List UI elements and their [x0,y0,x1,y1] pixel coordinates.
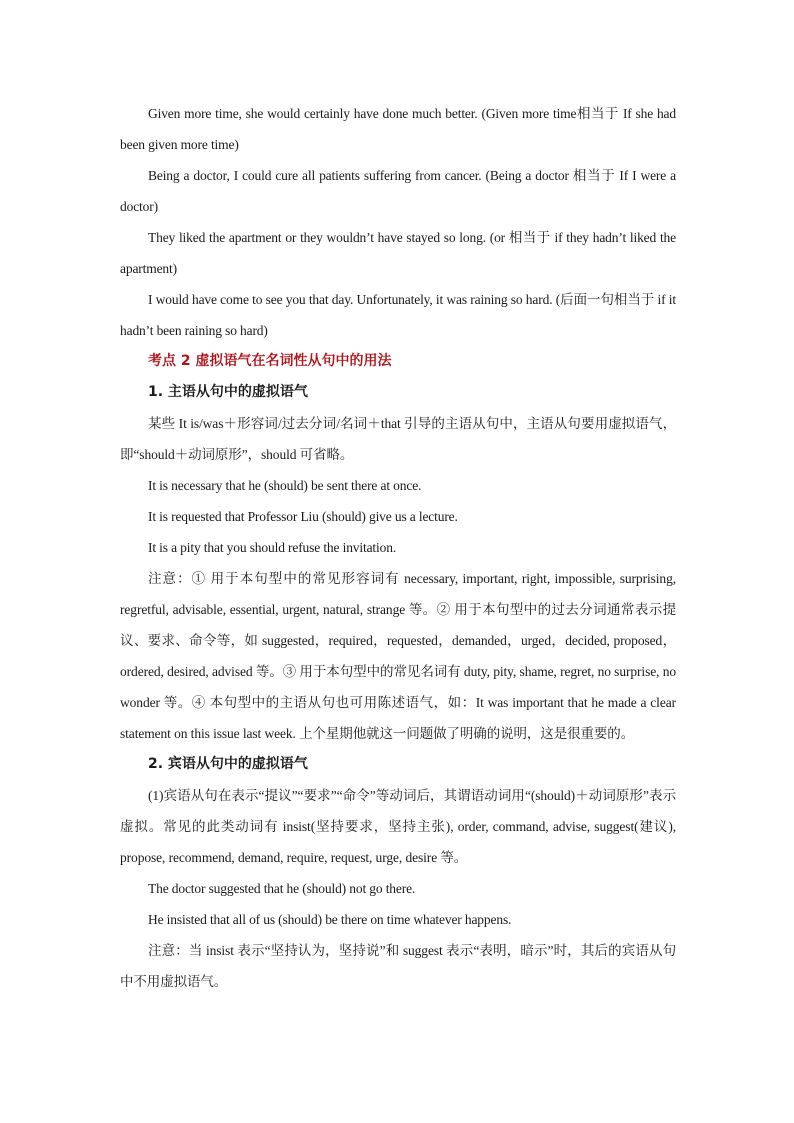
example-sentence: He insisted that all of us (should) be there on time whatever happens. [148,912,512,927]
example-sentence: It is requested that Professor Liu (should) give us a lecture. [148,509,458,524]
example-paragraph: They liked the apartment or they wouldn’t have stayed so long. (or 相当于 if they hadn’t liked the apartment) [120,230,676,276]
subsection-heading: 2. 宾语从句中的虚拟语气 [148,756,308,772]
document-page [120,98,676,997]
example-sentence: It is necessary that he (should) be sent there at once. [148,478,422,493]
explanation-paragraph: (1)宾语从句在表示“提议”“要求”“命令”等动词后，其谓语动词用“(should)＋动词原形”表示虚拟。常见的此类动词有 insist(坚持要求，坚持主张), order, command, advise, suggest(建议), propose, recommend, demand, require, request, urge, desire 等。 [120,788,676,865]
section-heading: 考点 2 虚拟语气在名词性从句中的用法 [148,353,392,369]
subsection-heading: 1. 主语从句中的虚拟语气 [148,384,308,400]
example-sentence: It is a pity that you should refuse the invitation. [148,540,397,555]
explanation-paragraph: 某些 It is/was＋形容词/过去分词/名词＋that 引导的主语从句中，主语从句要用虚拟语气，即“should＋动词原形”，should 可省略。 [120,416,676,462]
example-sentence: The doctor suggested that he (should) not go there. [148,881,416,896]
example-paragraph: Being a doctor, I could cure all patients suffering from cancer. (Being a doctor 相当于 If I were a doctor) [120,168,676,214]
example-paragraph: Given more time, she would certainly have done much better. (Given more time相当于 If she had been given more time) [120,106,676,152]
note-paragraph: 注意：① 用于本句型中的常见形容词有 necessary, important, right, impossible, surprising, regretful, advisable, essential, urgent, natural, strange 等。② 用于本句型中的过去分词通常表示提议、要求、命令等，如 suggested，required，requested，demanded，urged，decided, proposed，ordered, desired, advised 等。③ 用于本句型中的常见名词有 duty, pity, shame, regret, no surprise, no wonder 等。④ 本句型中的主语从句也可用陈述语气，如：It was important that he made a clear statement on this issue last week. 上个星期他就这一问题做了明确的说明，这是很重要的。 [120,571,676,741]
example-paragraph: I would have come to see you that day. Unfortunately, it was raining so hard. (后面一句相当于 if it hadn’t been raining so hard) [120,292,676,338]
note-paragraph: 注意：当 insist 表示“坚持认为，坚持说”和 suggest 表示“表明，暗示”时，其后的宾语从句中不用虚拟语气。 [120,943,676,989]
